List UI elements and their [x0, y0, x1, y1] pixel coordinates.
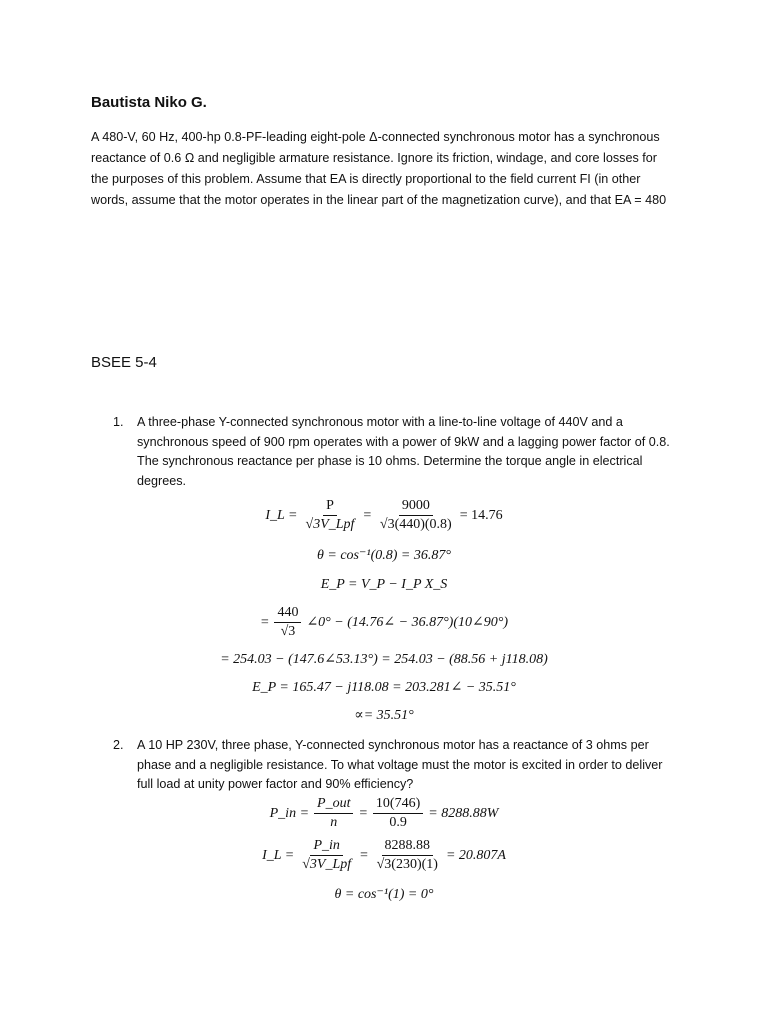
denominator: √3(230)(1)	[376, 857, 438, 872]
eq-lhs: =	[260, 614, 270, 630]
intro-line: words, assume that the motor operates in the linear part of the magnetization curve), and that EA = 480	[91, 193, 667, 207]
eq-rhs: ∠0° − (14.76∠ − 36.87°)(10∠90°)	[306, 615, 508, 630]
eq-rhs: = 14.76	[459, 507, 503, 523]
denominator: √3V_Lpf	[305, 517, 355, 532]
numerator: P_out	[314, 795, 353, 814]
eq-rhs: = 20.807A	[445, 847, 506, 863]
fraction	[303, 497, 358, 534]
eq-sign: =	[358, 805, 368, 821]
denominator: 0.9	[389, 815, 407, 830]
problem-line: degrees.	[137, 473, 187, 488]
problem-number: 2.	[113, 738, 124, 752]
fraction	[299, 837, 354, 874]
numerator: 440	[274, 604, 301, 623]
fraction	[377, 497, 455, 534]
equation-ep-formula: E_P = V_P − I_P X_S	[320, 577, 448, 592]
equation-torque-angle: ∝= 35.51°	[354, 708, 414, 723]
numerator: P_in	[310, 837, 342, 856]
equation-ep-result: E_P = 165.47 − j118.08 = 203.281∠ − 35.51°	[252, 680, 516, 695]
eq-lhs: P_in =	[269, 805, 310, 821]
eq-rhs: = 8288.88W	[428, 805, 499, 821]
author-name: Bautista Niko G.	[91, 94, 207, 111]
problem-line: A three-phase Y-connected synchronous motor with a line-to-line voltage of 440V and a	[137, 415, 623, 429]
fraction	[314, 795, 353, 832]
problem-line: phase and a negligible resistance. To what voltage must the motor is excited in order to deliver	[137, 757, 663, 772]
problem-1	[113, 413, 713, 491]
numerator: P	[323, 497, 337, 516]
denominator: √3	[280, 624, 296, 639]
problem-2	[113, 736, 713, 795]
denominator: √3V_Lpf	[302, 857, 352, 872]
equation-input-power	[0, 795, 768, 832]
eq-sign: =	[359, 847, 369, 863]
intro-line: the purposes of this problem. Assume that EA is directly proportional to the field current FI (in other	[91, 172, 641, 186]
denominator: n	[330, 815, 338, 830]
equation-line-current	[0, 497, 768, 534]
fraction	[373, 795, 423, 832]
problem-line: synchronous speed of 900 rpm operates with a power of 9kW and a lagging power factor of 0.8.	[137, 434, 670, 449]
intro-line: reactance of 0.6 Ω and negligible armature resistance. Ignore its friction, windage, and core losses for	[91, 151, 657, 165]
eq-lhs: I_L =	[265, 507, 298, 523]
equation-theta-2: θ = cos⁻¹(1) = 0°	[334, 887, 434, 902]
problem-line: A 10 HP 230V, three phase, Y-connected synchronous motor has a reactance of 3 ohms per	[137, 738, 649, 752]
eq-sign: =	[362, 507, 372, 523]
fraction	[274, 604, 301, 641]
course-heading: BSEE 5-4	[91, 354, 157, 371]
numerator: 10(746)	[373, 795, 423, 814]
problem-line: The synchronous reactance per phase is 10 ohms. Determine the torque angle in electrical	[137, 454, 643, 468]
problem-number: 1.	[113, 415, 124, 429]
problem-statement	[137, 736, 713, 795]
numerator: 8288.88	[382, 837, 434, 856]
problem-line: full load at unity power factor and 90% efficiency?	[137, 777, 414, 791]
equation-ep-expansion: = 254.03 − (147.6∠53.13°) = 254.03 − (88.56 + j118.08)	[220, 652, 548, 667]
eq-lhs: I_L =	[262, 847, 295, 863]
fraction	[374, 837, 441, 874]
equation-line-current-2	[0, 837, 768, 874]
denominator: √3(440)(0.8)	[379, 517, 452, 532]
equation-ep-substitution	[0, 604, 768, 641]
problem-statement	[137, 413, 713, 491]
numerator: 9000	[399, 497, 433, 516]
equation-theta: θ = cos⁻¹(0.8) = 36.87°	[317, 548, 451, 563]
intro-line: A 480-V, 60 Hz, 400-hp 0.8-PF-leading eight-pole Δ-connected synchronous motor has a synchronous	[91, 130, 660, 144]
intro-paragraph	[91, 127, 691, 211]
